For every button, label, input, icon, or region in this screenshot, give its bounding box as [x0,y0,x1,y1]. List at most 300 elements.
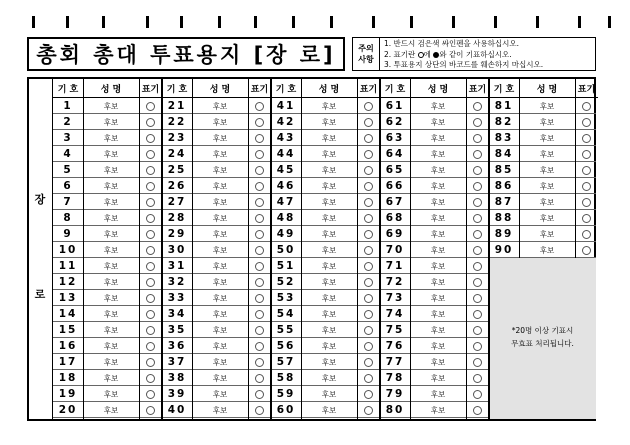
vote-mark-cell[interactable] [466,178,489,194]
vote-circle-icon[interactable] [473,358,482,367]
vote-circle-icon[interactable] [364,406,373,415]
vote-mark-cell[interactable] [248,242,271,258]
vote-circle-icon[interactable] [146,326,155,335]
vote-circle-icon[interactable] [146,246,155,255]
vote-mark-cell[interactable] [139,130,162,146]
vote-circle-icon[interactable] [473,294,482,303]
vote-mark-cell[interactable] [139,146,162,162]
candidate-number: 27 [167,196,187,208]
vote-mark-cell[interactable] [466,146,489,162]
vote-mark-cell[interactable] [575,178,598,194]
candidate-row [489,114,598,130]
vote-circle-icon[interactable] [364,342,373,351]
vote-circle-icon[interactable] [473,342,482,351]
vote-circle-icon[interactable] [473,118,482,127]
candidate-row [489,194,598,210]
vote-circle-icon[interactable] [146,102,155,111]
vote-mark-cell[interactable] [139,114,162,130]
vote-circle-icon[interactable] [364,390,373,399]
vote-circle-icon[interactable] [582,246,591,255]
barcode-mark [410,16,413,28]
vote-mark-cell[interactable] [357,258,380,274]
candidate-row [162,130,271,146]
candidate-name: 후보 [103,101,119,111]
candidate-name: 후보 [212,165,228,175]
candidate-row [53,306,162,322]
barcode-mark [608,16,611,28]
vote-circle-icon[interactable] [364,358,373,367]
vote-circle-icon[interactable] [582,102,591,111]
vote-circle-icon[interactable] [146,278,155,287]
vote-circle-icon[interactable] [364,278,373,287]
vote-mark-cell[interactable] [248,210,271,226]
vote-circle-icon[interactable] [473,262,482,271]
vote-circle-icon[interactable] [473,166,482,175]
vote-mark-cell[interactable] [466,226,489,242]
candidate-number: 13 [58,292,78,304]
candidate-name: 후보 [212,261,228,271]
candidate-row [380,162,489,178]
vote-circle-icon[interactable] [146,342,155,351]
candidate-row [271,226,380,242]
vote-circle-icon[interactable] [364,118,373,127]
vote-circle-icon[interactable] [255,198,264,207]
vote-circle-icon[interactable] [473,198,482,207]
vote-mark-cell[interactable] [139,210,162,226]
vote-mark-cell[interactable] [575,226,598,242]
candidate-name: 후보 [103,229,119,239]
vote-circle-icon[interactable] [582,214,591,223]
ballot-title: 총회 총대 투표용지 [장 로] [27,37,345,71]
vote-circle-icon[interactable] [255,310,264,319]
vote-circle-icon[interactable] [473,150,482,159]
vote-mark-cell[interactable] [248,178,271,194]
vote-mark-cell[interactable] [466,114,489,130]
vote-circle-icon[interactable] [473,374,482,383]
vote-circle-icon[interactable] [473,390,482,399]
candidate-number: 55 [276,324,296,336]
vote-circle-icon[interactable] [146,166,155,175]
vote-mark-cell[interactable] [248,386,271,402]
barcode-mark [66,16,69,28]
candidate-row [271,290,380,306]
vote-mark-cell[interactable] [575,194,598,210]
vote-mark-cell[interactable] [575,130,598,146]
vote-mark-cell[interactable] [357,226,380,242]
vote-mark-cell[interactable] [139,386,162,402]
candidate-row [162,162,271,178]
candidate-name: 후보 [430,405,446,415]
header-mark: 표기 [139,79,162,98]
candidate-row [271,370,380,386]
candidate-row [271,98,380,114]
vote-circle-icon[interactable] [255,246,264,255]
candidate-row [271,258,380,274]
candidate-row [489,210,598,226]
vote-circle-icon[interactable] [146,182,155,191]
candidate-number: 61 [385,100,405,112]
vote-mark-cell[interactable] [357,290,380,306]
vote-mark-cell[interactable] [139,194,162,210]
vote-mark-cell[interactable] [357,98,380,114]
vote-mark-cell[interactable] [248,322,271,338]
vote-mark-cell[interactable] [575,98,598,114]
vote-circle-icon[interactable] [364,262,373,271]
vote-mark-cell[interactable] [466,162,489,178]
vote-mark-cell[interactable] [357,194,380,210]
vote-circle-icon[interactable] [255,118,264,127]
candidate-name: 후보 [539,149,555,159]
vote-circle-icon[interactable] [146,358,155,367]
vote-circle-icon[interactable] [364,166,373,175]
vote-circle-icon[interactable] [146,214,155,223]
barcode-mark [536,16,539,28]
vote-circle-icon[interactable] [255,278,264,287]
vote-circle-icon[interactable] [364,230,373,239]
row-divider [53,129,596,130]
vote-circle-icon[interactable] [473,406,482,415]
vote-mark-cell[interactable] [357,370,380,386]
candidate-row [162,210,271,226]
candidate-name: 후보 [103,197,119,207]
vote-mark-cell[interactable] [466,290,489,306]
column-divider [379,79,381,419]
vote-circle-icon[interactable] [364,134,373,143]
vote-circle-icon[interactable] [255,134,264,143]
candidate-number: 68 [385,212,405,224]
candidate-row [271,402,380,418]
candidate-name: 후보 [430,165,446,175]
vote-circle-icon[interactable] [473,230,482,239]
candidate-number: 23 [167,132,187,144]
candidate-name: 후보 [212,373,228,383]
candidate-name: 후보 [212,309,228,319]
candidate-number: 84 [494,148,514,160]
vote-circle-icon[interactable] [146,198,155,207]
vote-circle-icon[interactable] [255,374,264,383]
vote-circle-icon[interactable] [146,406,155,415]
vote-mark-cell[interactable] [466,386,489,402]
vote-mark-cell[interactable] [357,306,380,322]
vote-mark-cell[interactable] [575,210,598,226]
candidate-number: 80 [385,404,405,416]
vote-mark-cell[interactable] [248,114,271,130]
candidate-number: 11 [58,260,78,272]
vote-mark-cell[interactable] [357,178,380,194]
candidate-name: 후보 [103,373,119,383]
candidate-row [489,162,598,178]
candidate-number: 3 [63,132,73,144]
candidate-row [489,98,598,114]
vote-circle-icon[interactable] [364,294,373,303]
candidate-row [162,258,271,274]
vote-mark-cell[interactable] [139,290,162,306]
vote-mark-cell[interactable] [575,242,598,258]
vote-mark-cell[interactable] [466,130,489,146]
vote-mark-cell[interactable] [139,162,162,178]
vote-mark-cell[interactable] [357,274,380,290]
vote-mark-cell[interactable] [248,226,271,242]
vote-circle-icon[interactable] [255,294,264,303]
vote-circle-icon[interactable] [364,198,373,207]
vote-circle-icon[interactable] [582,166,591,175]
vote-circle-icon[interactable] [364,102,373,111]
vote-mark-cell[interactable] [575,146,598,162]
vote-mark-cell[interactable] [248,162,271,178]
vote-mark-cell[interactable] [466,338,489,354]
vote-circle-icon[interactable] [473,214,482,223]
vote-mark-cell[interactable] [466,354,489,370]
candidate-row [53,370,162,386]
candidate-name: 후보 [103,277,119,287]
candidate-number: 86 [494,180,514,192]
vote-mark-cell[interactable] [466,242,489,258]
notice-line-2-pre: 2. 표기란 [384,49,418,59]
vote-mark-cell[interactable] [466,258,489,274]
vote-circle-icon[interactable] [255,214,264,223]
column-divider [519,79,520,258]
vote-circle-icon[interactable] [146,134,155,143]
vote-circle-icon[interactable] [255,326,264,335]
candidate-name: 후보 [103,357,119,367]
candidate-name: 후보 [103,117,119,127]
vote-circle-icon[interactable] [146,262,155,271]
vote-mark-cell[interactable] [466,370,489,386]
candidate-row [53,290,162,306]
candidate-number: 73 [385,292,405,304]
candidate-name: 후보 [430,181,446,191]
vote-mark-cell[interactable] [357,402,380,418]
vote-circle-icon[interactable] [255,390,264,399]
vote-circle-icon[interactable] [255,342,264,351]
candidate-number: 50 [276,244,296,256]
vote-mark-cell[interactable] [139,306,162,322]
candidate-row [53,274,162,290]
candidate-number: 70 [385,244,405,256]
vote-mark-cell[interactable] [466,274,489,290]
vote-circle-icon[interactable] [473,102,482,111]
vote-mark-cell[interactable] [466,306,489,322]
vote-mark-cell[interactable] [139,322,162,338]
candidate-number: 40 [167,404,187,416]
vote-mark-cell[interactable] [139,98,162,114]
candidate-name: 후보 [103,341,119,351]
candidate-name: 후보 [430,245,446,255]
candidate-number: 71 [385,260,405,272]
vote-mark-cell[interactable] [466,210,489,226]
vote-circle-icon[interactable] [146,374,155,383]
vote-mark-cell[interactable] [248,338,271,354]
candidate-number: 81 [494,100,514,112]
vote-circle-icon[interactable] [364,246,373,255]
candidate-name: 후보 [212,117,228,127]
column-divider [357,79,358,419]
candidate-name: 후보 [539,213,555,223]
vote-mark-cell[interactable] [139,258,162,274]
candidate-name: 후보 [321,229,337,239]
vote-mark-cell[interactable] [248,274,271,290]
candidate-row [271,306,380,322]
candidate-name: 후보 [539,181,555,191]
vote-mark-cell[interactable] [466,98,489,114]
vote-mark-cell[interactable] [139,338,162,354]
candidate-name: 후보 [539,245,555,255]
vote-circle-icon[interactable] [473,310,482,319]
candidate-name: 후보 [212,149,228,159]
vote-mark-cell[interactable] [466,402,489,418]
vote-mark-cell[interactable] [357,162,380,178]
vote-mark-cell[interactable] [248,290,271,306]
candidate-name: 후보 [212,357,228,367]
header-num: 기 호 [380,79,410,98]
candidate-number: 85 [494,164,514,176]
candidate-number: 42 [276,116,296,128]
vote-circle-icon[interactable] [255,358,264,367]
candidate-number: 72 [385,276,405,288]
vote-mark-cell[interactable] [357,210,380,226]
vote-circle-icon[interactable] [364,310,373,319]
vote-circle-icon[interactable] [255,406,264,415]
vote-circle-icon[interactable] [582,118,591,127]
vote-mark-cell[interactable] [357,130,380,146]
vote-mark-cell[interactable] [248,402,271,418]
vote-circle-icon[interactable] [582,230,591,239]
vote-mark-cell[interactable] [139,226,162,242]
vote-mark-cell[interactable] [139,274,162,290]
vote-mark-cell[interactable] [248,194,271,210]
candidate-name: 후보 [212,229,228,239]
candidate-row [380,322,489,338]
candidate-name: 후보 [321,261,337,271]
vote-mark-cell[interactable] [357,242,380,258]
vote-mark-cell[interactable] [575,162,598,178]
notice-label [353,38,380,70]
vote-circle-icon[interactable] [364,214,373,223]
vote-mark-cell[interactable] [466,322,489,338]
invalid-vote-warning [489,324,596,350]
candidate-name: 후보 [212,197,228,207]
vote-circle-icon[interactable] [255,262,264,271]
vote-circle-icon[interactable] [255,230,264,239]
candidate-row [271,354,380,370]
candidate-name: 후보 [430,197,446,207]
vote-circle-icon[interactable] [582,198,591,207]
candidate-name: 후보 [430,341,446,351]
candidate-row [380,306,489,322]
column-divider [248,79,249,419]
candidate-row [271,130,380,146]
vote-circle-icon[interactable] [364,182,373,191]
candidate-name: 후보 [212,293,228,303]
vote-mark-cell[interactable] [357,338,380,354]
vote-circle-icon[interactable] [364,374,373,383]
vote-circle-icon[interactable] [473,326,482,335]
candidate-name: 후보 [212,277,228,287]
candidate-number: 59 [276,388,296,400]
vote-mark-cell[interactable] [248,146,271,162]
candidate-row [53,338,162,354]
candidate-row [380,146,489,162]
vote-circle-icon[interactable] [146,230,155,239]
vote-circle-icon[interactable] [146,390,155,399]
vote-circle-icon[interactable] [255,166,264,175]
column-divider [301,79,302,419]
candidate-number: 48 [276,212,296,224]
vote-mark-cell[interactable] [248,258,271,274]
vote-circle-icon[interactable] [473,134,482,143]
candidate-number: 56 [276,340,296,352]
vote-mark-cell[interactable] [357,114,380,130]
candidate-row [271,338,380,354]
vote-circle-icon[interactable] [364,150,373,159]
vote-circle-icon[interactable] [255,102,264,111]
vote-mark-cell[interactable] [139,178,162,194]
barcode-mark [452,16,455,28]
candidate-number: 39 [167,388,187,400]
vote-circle-icon[interactable] [582,134,591,143]
vote-circle-icon[interactable] [473,182,482,191]
vote-mark-cell[interactable] [139,370,162,386]
vote-circle-icon[interactable] [146,150,155,159]
candidate-name: 후보 [430,325,446,335]
candidate-name: 후보 [430,309,446,319]
vote-mark-cell[interactable] [357,354,380,370]
candidate-row [53,322,162,338]
vote-mark-cell[interactable] [575,114,598,130]
vote-mark-cell[interactable] [139,402,162,418]
vote-mark-cell[interactable] [248,130,271,146]
vote-mark-cell[interactable] [248,306,271,322]
vote-circle-icon[interactable] [582,150,591,159]
header-name: 성 명 [83,79,139,98]
vote-circle-icon[interactable] [146,294,155,303]
vote-mark-cell[interactable] [139,242,162,258]
side-label-char: 로 [34,288,46,301]
vote-circle-icon[interactable] [255,150,264,159]
candidate-name: 후보 [321,165,337,175]
candidate-name: 후보 [430,357,446,367]
candidate-name: 후보 [212,325,228,335]
vote-circle-icon[interactable] [582,182,591,191]
vote-mark-cell[interactable] [248,98,271,114]
candidate-number: 37 [167,356,187,368]
candidate-number: 25 [167,164,187,176]
candidate-number: 22 [167,116,187,128]
vote-circle-icon[interactable] [146,118,155,127]
vote-mark-cell[interactable] [248,354,271,370]
vote-mark-cell[interactable] [139,354,162,370]
candidate-row [162,178,271,194]
candidate-row [53,146,162,162]
vote-circle-icon[interactable] [146,310,155,319]
barcode-mark [146,16,149,28]
vote-mark-cell[interactable] [248,370,271,386]
vote-circle-icon[interactable] [473,246,482,255]
column-divider [410,79,411,419]
vote-circle-icon[interactable] [473,278,482,287]
vote-mark-cell[interactable] [357,386,380,402]
candidate-name: 후보 [430,389,446,399]
vote-mark-cell[interactable] [466,194,489,210]
vote-mark-cell[interactable] [357,322,380,338]
candidate-row [162,290,271,306]
vote-circle-icon[interactable] [364,326,373,335]
candidate-number: 10 [58,244,78,256]
barcode-mark [180,16,183,28]
vote-circle-icon[interactable] [255,182,264,191]
candidate-name: 후보 [430,229,446,239]
vote-mark-cell[interactable] [357,146,380,162]
